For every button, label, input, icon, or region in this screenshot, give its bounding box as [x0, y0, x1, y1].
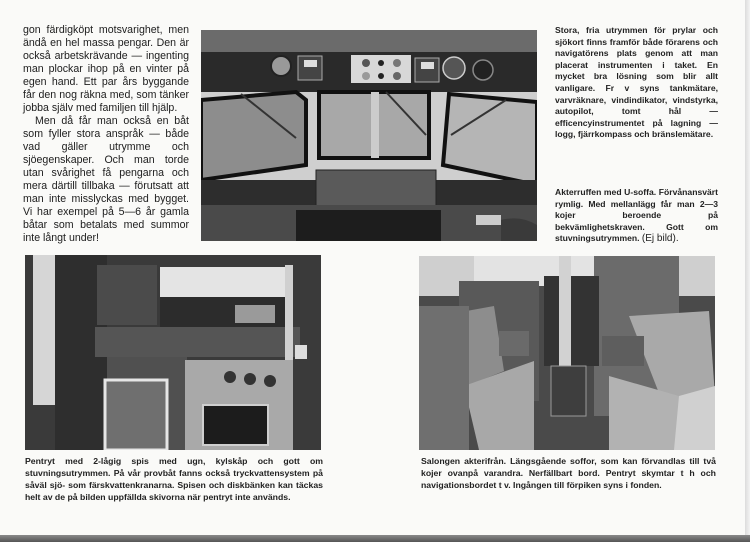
article-paragraph-2: Men då får man också en båt som fyller stora anspråk — både vad gäller utrymme och sjöegenskaper. Och man torde utan svårighet få pengarna och mera därtill tillbaka — förutsatt att man inte misslyckas med bygget. Vi har exempel på 5—6 år gamla båtar som betalats med summor inte långt under!: [23, 115, 189, 244]
article-paragraph-1: gon färdigköpt motsvarighet, men ändå en hel massa pengar. Den är också arbetskrävande — ingenting man plockar ihop på en vinter på egen hand. Ett par års byggande får den nog räkna med, som tänker jobba själv med familjen till hjälp.: [23, 24, 189, 114]
article-body: [23, 24, 189, 245]
salong-photo: [419, 256, 715, 450]
page-edge-bottom: [0, 535, 750, 542]
pentry-photo: [25, 255, 321, 450]
caption-akterruffen-note: (Ej bild).: [641, 233, 679, 245]
pentry-photo-image: [25, 255, 321, 450]
caption-pentry: Pentryt med 2-lågig spis med ugn, kylskåp och gott om stuvningsutrymmen. På vår provbåt fanns också tryckvattensystem på såväl sjö- som färskvattenkranarna. Spisen och diskbänken kan täckas helt av de på bilden uppfällda skivorna när pentryt inte används.: [25, 456, 323, 502]
cockpit-photo: [201, 30, 537, 241]
caption-akterruffen: [555, 187, 718, 245]
page-edge-right: [745, 0, 750, 542]
caption-cockpit: Stora, fria utrymmen för prylar och sjökort finns framför både förarens och navigatörens plats genom att man placerat instrumenten i taket. En mycket bra lösning som blir allt vanligare. Fr v syns tankmätare, varvräknare, vindindikator, vindstyrka, autopilot, tomt hål — efficencyinstrumentet på lagning — logg, fjärrkompass och bränslemätare.: [555, 25, 718, 140]
caption-akterruffen-text: Akterruffen med U-soffa. Förvånansvärt rymlig. Med mellanlägg får man 2—3 kojer beroende på bekvämlighetskraven. Gott om stuvningsutrymmen.: [555, 187, 718, 244]
cockpit-photo-image: [201, 30, 537, 241]
caption-salong: Salongen akterifrån. Längsgående soffor, som kan förvandlas till två kojer ovanpå varandra. Nerfällbart bord. Pentryt skymtar t h och navigationsbordet t v. Ingången till förpiken syns i fonden.: [421, 456, 716, 490]
salong-photo-image: [419, 256, 715, 450]
